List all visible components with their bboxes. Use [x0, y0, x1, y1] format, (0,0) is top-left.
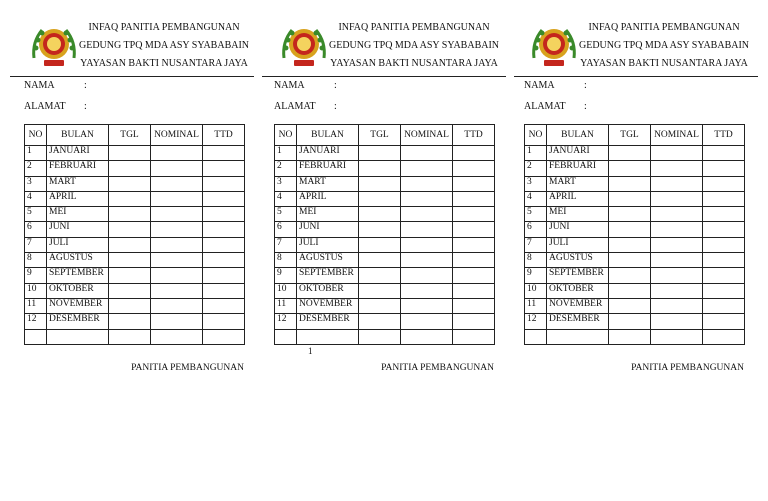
amount-cell [651, 253, 703, 268]
organization-logo [278, 20, 330, 72]
signature-cell [703, 176, 745, 191]
amount-cell [401, 207, 453, 222]
name-colon: : [334, 80, 337, 91]
month-cell: NOVEMBER [47, 298, 109, 313]
column-header: BULAN [47, 125, 109, 146]
row-number: 3 [525, 176, 547, 191]
row-number: 4 [25, 191, 47, 206]
amount-cell [151, 283, 203, 298]
row-number: 4 [525, 191, 547, 206]
month-cell: OKTOBER [297, 283, 359, 298]
table-row [25, 222, 245, 237]
table-row [525, 268, 745, 283]
table-row [275, 283, 495, 298]
signature-cell [203, 222, 245, 237]
date-cell [109, 253, 151, 268]
date-cell [609, 253, 651, 268]
date-cell [359, 237, 401, 252]
name-colon: : [84, 80, 87, 91]
date-cell [359, 268, 401, 283]
amount-cell [651, 237, 703, 252]
row-number: 10 [275, 283, 297, 298]
date-cell [109, 298, 151, 313]
table-row [25, 237, 245, 252]
signature-cell [703, 146, 745, 161]
table-row [275, 329, 495, 344]
header-foundation: YAYASAN BAKTI NUSANTARA JAYA [330, 58, 498, 69]
signature-cell [453, 146, 495, 161]
table-row [275, 314, 495, 329]
row-number: 5 [525, 207, 547, 222]
signature-cell [703, 298, 745, 313]
table-row [25, 176, 245, 191]
row-number: 10 [525, 283, 547, 298]
row-number [275, 329, 297, 344]
date-cell [609, 237, 651, 252]
signature-cell [703, 161, 745, 176]
date-cell [109, 283, 151, 298]
signature-cell [453, 237, 495, 252]
month-cell: OKTOBER [547, 283, 609, 298]
table-row [525, 314, 745, 329]
amount-cell [401, 298, 453, 313]
signature-cell [453, 253, 495, 268]
date-cell [609, 222, 651, 237]
amount-cell [651, 222, 703, 237]
amount-cell [401, 161, 453, 176]
row-number: 6 [525, 222, 547, 237]
amount-cell [651, 283, 703, 298]
date-cell [109, 161, 151, 176]
month-cell: OKTOBER [47, 283, 109, 298]
table-row [275, 161, 495, 176]
date-cell [609, 329, 651, 344]
month-cell: JANUARI [547, 146, 609, 161]
amount-cell [401, 268, 453, 283]
month-cell: JULI [547, 237, 609, 252]
signature-cell [703, 191, 745, 206]
column-header: TGL [609, 125, 651, 146]
signature-cell [453, 283, 495, 298]
amount-cell [401, 146, 453, 161]
infaq-card-2 [260, 0, 500, 501]
name-field [274, 80, 337, 92]
table-row [275, 207, 495, 222]
signature-label: PANITIA PEMBANGUNAN [131, 363, 244, 373]
month-cell: JUNI [297, 222, 359, 237]
month-cell: APRIL [547, 191, 609, 206]
table-row [525, 207, 745, 222]
name-label: NAMA [274, 80, 305, 91]
column-header: NOMINAL [151, 125, 203, 146]
date-cell [609, 207, 651, 222]
signature-cell [203, 237, 245, 252]
month-cell [297, 329, 359, 344]
address-colon: : [84, 101, 87, 112]
row-number: 11 [275, 298, 297, 313]
column-header: BULAN [297, 125, 359, 146]
signature-cell [203, 298, 245, 313]
address-label: ALAMAT [274, 101, 316, 112]
header-divider [10, 76, 254, 77]
date-cell [609, 191, 651, 206]
month-cell [547, 329, 609, 344]
amount-cell [651, 207, 703, 222]
signature-cell [703, 314, 745, 329]
amount-cell [651, 298, 703, 313]
date-cell [359, 283, 401, 298]
table-row [25, 283, 245, 298]
header-building: GEDUNG TPQ MDA ASY SYABABAIN [328, 40, 500, 51]
date-cell [609, 314, 651, 329]
month-cell: AGUSTUS [297, 253, 359, 268]
month-cell: FEBRUARI [547, 161, 609, 176]
date-cell [109, 222, 151, 237]
month-cell: AGUSTUS [47, 253, 109, 268]
month-cell: APRIL [297, 191, 359, 206]
table-row [275, 298, 495, 313]
column-header: TTD [203, 125, 245, 146]
month-cell: JUNI [547, 222, 609, 237]
row-number: 9 [25, 268, 47, 283]
header-building: GEDUNG TPQ MDA ASY SYABABAIN [78, 40, 250, 51]
row-number: 6 [25, 222, 47, 237]
month-cell: MEI [297, 207, 359, 222]
table-row [525, 283, 745, 298]
table-row [525, 329, 745, 344]
date-cell [359, 207, 401, 222]
address-colon: : [334, 101, 337, 112]
month-cell: SEPTEMBER [547, 268, 609, 283]
row-number [25, 329, 47, 344]
date-cell [609, 283, 651, 298]
amount-cell [651, 176, 703, 191]
amount-cell [151, 176, 203, 191]
row-number: 9 [525, 268, 547, 283]
month-cell: MART [47, 176, 109, 191]
signature-cell [453, 268, 495, 283]
address-field [274, 101, 337, 113]
amount-cell [651, 268, 703, 283]
month-cell: FEBRUARI [297, 161, 359, 176]
amount-cell [151, 191, 203, 206]
table-row [525, 176, 745, 191]
signature-cell [453, 329, 495, 344]
signature-cell [703, 222, 745, 237]
table-row [25, 207, 245, 222]
table-row [25, 253, 245, 268]
date-cell [109, 237, 151, 252]
column-header: BULAN [547, 125, 609, 146]
infaq-card-3 [510, 0, 750, 501]
signature-cell [703, 329, 745, 344]
column-header: NOMINAL [651, 125, 703, 146]
row-number: 9 [275, 268, 297, 283]
date-cell [109, 146, 151, 161]
month-cell: JULI [297, 237, 359, 252]
row-number: 12 [525, 314, 547, 329]
page-number: 1 [308, 346, 313, 356]
amount-cell [401, 176, 453, 191]
date-cell [359, 298, 401, 313]
row-number: 5 [275, 207, 297, 222]
month-cell: JULI [47, 237, 109, 252]
header-foundation: YAYASAN BAKTI NUSANTARA JAYA [580, 58, 748, 69]
date-cell [359, 222, 401, 237]
column-header: TTD [453, 125, 495, 146]
amount-cell [151, 222, 203, 237]
column-header: NOMINAL [401, 125, 453, 146]
column-header: NO [25, 125, 47, 146]
infaq-card-1 [10, 0, 250, 501]
row-number: 11 [25, 298, 47, 313]
amount-cell [151, 268, 203, 283]
signature-cell [703, 207, 745, 222]
header-title: INFAQ PANITIA PEMBANGUNAN [88, 22, 240, 33]
header-divider [262, 76, 506, 77]
header-divider [514, 76, 758, 77]
row-number: 8 [25, 253, 47, 268]
amount-cell [651, 329, 703, 344]
date-cell [359, 329, 401, 344]
table-row [275, 237, 495, 252]
date-cell [109, 268, 151, 283]
address-field [24, 101, 87, 113]
month-cell: MART [297, 176, 359, 191]
table-row [525, 161, 745, 176]
month-cell: DESEMBER [297, 314, 359, 329]
row-number: 11 [525, 298, 547, 313]
date-cell [359, 176, 401, 191]
amount-cell [651, 314, 703, 329]
amount-cell [151, 253, 203, 268]
signature-cell [203, 191, 245, 206]
month-cell: NOVEMBER [547, 298, 609, 313]
name-label: NAMA [524, 80, 555, 91]
date-cell [609, 176, 651, 191]
table-row [275, 253, 495, 268]
month-cell: MEI [47, 207, 109, 222]
name-colon: : [584, 80, 587, 91]
amount-cell [401, 253, 453, 268]
organization-logo [28, 20, 80, 72]
column-header: TGL [109, 125, 151, 146]
address-label: ALAMAT [524, 101, 566, 112]
row-number: 12 [25, 314, 47, 329]
table-row [25, 329, 245, 344]
table-row [275, 222, 495, 237]
payment-table [24, 124, 245, 345]
row-number: 1 [525, 146, 547, 161]
date-cell [109, 329, 151, 344]
date-cell [359, 253, 401, 268]
date-cell [109, 191, 151, 206]
row-number: 7 [525, 237, 547, 252]
amount-cell [151, 314, 203, 329]
table-row [25, 191, 245, 206]
signature-cell [453, 161, 495, 176]
month-cell: DESEMBER [47, 314, 109, 329]
table-row [525, 253, 745, 268]
column-header: NO [275, 125, 297, 146]
date-cell [609, 146, 651, 161]
amount-cell [151, 161, 203, 176]
month-cell: MEI [547, 207, 609, 222]
table-row [525, 222, 745, 237]
signature-cell [453, 176, 495, 191]
signature-cell [453, 314, 495, 329]
month-cell: MART [547, 176, 609, 191]
month-cell: FEBRUARI [47, 161, 109, 176]
row-number: 2 [25, 161, 47, 176]
signature-cell [203, 253, 245, 268]
amount-cell [151, 298, 203, 313]
signature-cell [203, 329, 245, 344]
date-cell [359, 191, 401, 206]
table-row [275, 191, 495, 206]
signature-cell [453, 191, 495, 206]
signature-cell [203, 268, 245, 283]
signature-cell [203, 146, 245, 161]
row-number: 6 [275, 222, 297, 237]
month-cell: NOVEMBER [297, 298, 359, 313]
table-row [275, 176, 495, 191]
signature-cell [703, 237, 745, 252]
address-field [524, 101, 587, 113]
amount-cell [401, 191, 453, 206]
month-cell: DESEMBER [547, 314, 609, 329]
header-foundation: YAYASAN BAKTI NUSANTARA JAYA [80, 58, 248, 69]
name-field [24, 80, 87, 92]
signature-cell [703, 283, 745, 298]
amount-cell [401, 237, 453, 252]
date-cell [109, 314, 151, 329]
date-cell [359, 161, 401, 176]
date-cell [609, 268, 651, 283]
row-number: 12 [275, 314, 297, 329]
name-label: NAMA [24, 80, 55, 91]
signature-cell [703, 253, 745, 268]
table-row [25, 298, 245, 313]
date-cell [359, 314, 401, 329]
month-cell: AGUSTUS [547, 253, 609, 268]
row-number [525, 329, 547, 344]
date-cell [609, 298, 651, 313]
signature-cell [453, 207, 495, 222]
amount-cell [151, 237, 203, 252]
row-number: 2 [275, 161, 297, 176]
header-building: GEDUNG TPQ MDA ASY SYABABAIN [578, 40, 750, 51]
row-number: 7 [25, 237, 47, 252]
header-title: INFAQ PANITIA PEMBANGUNAN [338, 22, 490, 33]
table-row [275, 268, 495, 283]
signature-cell [203, 161, 245, 176]
signature-cell [703, 268, 745, 283]
name-field [524, 80, 587, 92]
date-cell [609, 161, 651, 176]
address-colon: : [584, 101, 587, 112]
amount-cell [151, 146, 203, 161]
table-row [525, 298, 745, 313]
row-number: 5 [25, 207, 47, 222]
signature-cell [203, 314, 245, 329]
signature-cell [453, 298, 495, 313]
row-number: 7 [275, 237, 297, 252]
column-header: TGL [359, 125, 401, 146]
row-number: 4 [275, 191, 297, 206]
signature-cell [203, 283, 245, 298]
amount-cell [151, 329, 203, 344]
amount-cell [401, 222, 453, 237]
table-row [25, 314, 245, 329]
row-number: 1 [275, 146, 297, 161]
header-title: INFAQ PANITIA PEMBANGUNAN [588, 22, 740, 33]
organization-logo [528, 20, 580, 72]
row-number: 2 [525, 161, 547, 176]
month-cell [47, 329, 109, 344]
amount-cell [651, 146, 703, 161]
amount-cell [151, 207, 203, 222]
amount-cell [651, 191, 703, 206]
table-row [25, 146, 245, 161]
month-cell: JANUARI [297, 146, 359, 161]
month-cell: JANUARI [47, 146, 109, 161]
signature-cell [203, 176, 245, 191]
amount-cell [401, 314, 453, 329]
address-label: ALAMAT [24, 101, 66, 112]
row-number: 3 [275, 176, 297, 191]
table-row [25, 161, 245, 176]
date-cell [109, 207, 151, 222]
amount-cell [401, 283, 453, 298]
payment-table [524, 124, 745, 345]
table-row [525, 237, 745, 252]
date-cell [359, 146, 401, 161]
signature-cell [453, 222, 495, 237]
signature-label: PANITIA PEMBANGUNAN [631, 363, 744, 373]
row-number: 8 [525, 253, 547, 268]
date-cell [109, 176, 151, 191]
signature-label: PANITIA PEMBANGUNAN [381, 363, 494, 373]
month-cell: APRIL [47, 191, 109, 206]
row-number: 1 [25, 146, 47, 161]
amount-cell [651, 161, 703, 176]
column-header: NO [525, 125, 547, 146]
month-cell: SEPTEMBER [47, 268, 109, 283]
column-header: TTD [703, 125, 745, 146]
month-cell: SEPTEMBER [297, 268, 359, 283]
table-row [525, 191, 745, 206]
table-row [525, 146, 745, 161]
amount-cell [401, 329, 453, 344]
row-number: 8 [275, 253, 297, 268]
month-cell: JUNI [47, 222, 109, 237]
table-row [275, 146, 495, 161]
table-row [25, 268, 245, 283]
row-number: 10 [25, 283, 47, 298]
row-number: 3 [25, 176, 47, 191]
payment-table [274, 124, 495, 345]
signature-cell [203, 207, 245, 222]
